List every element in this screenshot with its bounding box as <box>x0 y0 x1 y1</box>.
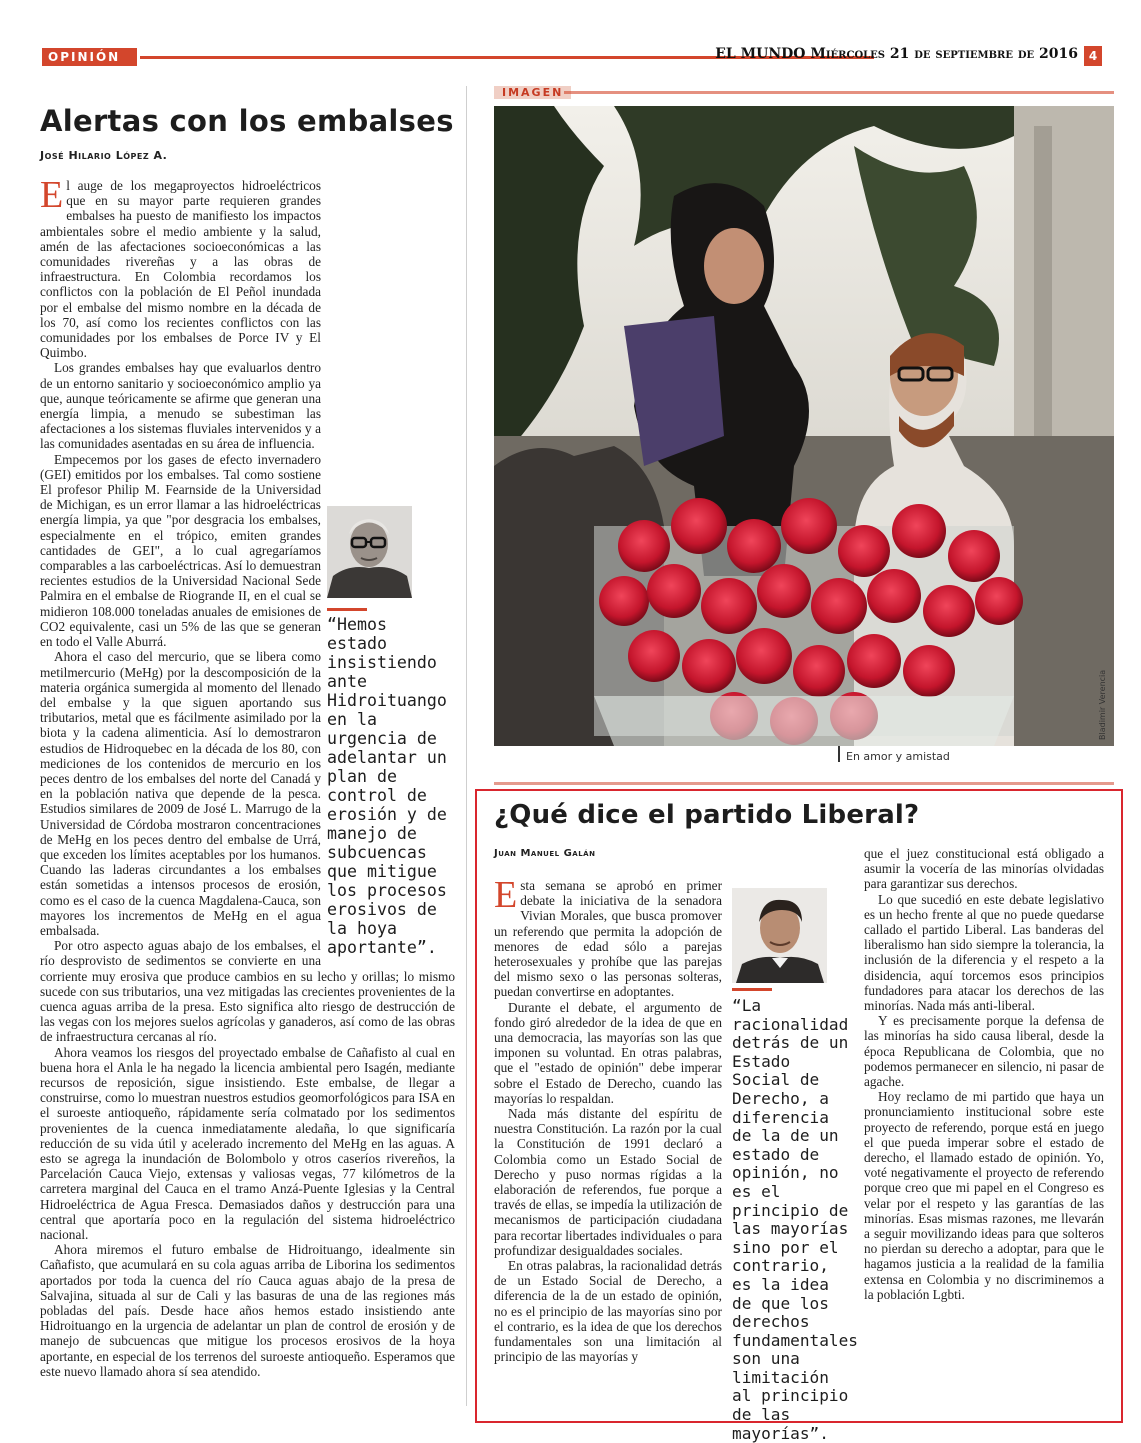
caption-marker <box>838 746 840 762</box>
article1-paragraph: Por otro aspecto aguas abajo de los embalses, el río desprovisto de sedimentos se convierte en una corriente muy erosiva que produce cambios en su lecho y orillas; lo mismo sucede con sus tributarios, una vez mitigadas las crecientes provenientes de la cuenca aguas arriba de la presa. Esto significa alto riesgo de destrucción de las vegas con los mejores suelos agrícolas y ganaderos, así como de las obras de infraestructura cercanas al río. <box>40 938 455 1045</box>
author2-portrait-icon <box>732 888 827 983</box>
article2-paragraph: Lo que sucedió en este debate legislativo es un hecho frente al que no puede quedarse callado el partido Liberal. Las banderas del liberalismo han sido siempre la tolerancia, la inclusión de la diferencia y el respeto a la disidencia, aquí torcemos esos principios fundadores para atacar los derechos de las minorías. Nada más anti-liberal. <box>864 891 1104 1014</box>
article1-paragraph: Ahora veamos los riesgos del proyectado embalse de Cañafisto al cual en buena hora el Anla le ha negado la licencia ambiental pero Isagén, mediante recursos de reposición, sigue insistiendo. Este embalse, de llegar a construirse, como lo muestran nuestros estudios geomorfológicos para ISA en el suroeste antioqueño, rápidamente sería colmatado por los sedimentos provenientes de la cuenca inmediatamente aledaña, lo que significaría reducción de su vida útil y acelerado incremento del MeHg en las aguas. A esto se agrega la inundación de Bolombolo y otros caseríos rivereños, la Parcelación Cauca Viejo, extensas y valiosas vegas, 77 kilómetros de la carretera marginal del Cauca en el tramo Anzá-Puente Iglesias y la Central Hidroeléctrica de Agua Fresca. Demasiados daños y destrucción para una central que aportaría poco en la regulación del sistema hidroeléctrico nacional. <box>40 1044 455 1243</box>
image-section-rule <box>564 91 1114 94</box>
article2-paragraph: En otras palabras, la racionalidad detrás de un Estado Social de Derecho, a diferencia de la de un estado de opinión, no es el principio de las mayorías sino por el contrario, es la idea de que los derechos fundamentales son una limitación al principio de las mayorías y <box>494 1258 722 1365</box>
article2-paragraph: Esta semana se aprobó en primer debate la iniciativa de la senadora Vivian Morales, que busca promover un referendo que permita la adopción de menores de edad sólo a parejas heterosexuales y prohíbe que las parejas del mismo sexo o las personas solteras, puedan convertirse en adoptantes. <box>494 878 722 1000</box>
quote-accent-rule <box>327 608 367 611</box>
feature-photo <box>494 106 1114 746</box>
article2-paragraph: que el juez constitucional está obligado a asumir la vocería de las minorías olvidadas para garantizar sus derechos. <box>864 846 1104 892</box>
article1-paragraph: Los grandes embalses hay que evaluarlos dentro de un entorno sanitario y socioeconómico amplio ya que, aunque teóricamente se afirme que generan una energía limpia, a menudo se subestiman las afectaciones a los sistemas fluviales intervenidos y a las comunidades asentadas en su área de influencia. <box>40 360 321 452</box>
section-separator <box>494 782 1114 785</box>
article2-pullquote: “La racionalidad detrás de un Estado Social de Derecho, a diferencia de la de un estado de opinión, no es el principio de las mayorías sino por el contrario, es la idea de que los derechos fundamentales son una limitación al principio de las mayorías”. <box>732 996 858 1443</box>
photo-credit: Bladimir Verencia <box>1098 669 1107 740</box>
article1-body <box>40 178 455 1410</box>
article1-sidebar <box>327 506 455 958</box>
article1-paragraph: Empecemos por los gases de efecto invernadero (GEI) emitidos por los embalses. Tal como sostiene El profesor Philip M. Fearnside de la Universidad de Michigan, es un error llamar a las hidroeléctricas energía limpia, ya que "por desgracia los embalses, especialmente en el trópico, emiten grandes cantidades de GEI", a lo cual agregaríamos comparables a las carboeléctricas. Así lo demuestran recientes estudios de la Universidad Nacional Sede Palmira en el embalse de Riogrande II, en el cual se midieron 108.000 toneladas anuales de emisiones de CO2 equivalente, casi un 5% de las que se generan en todo el Valle Aburrá. <box>40 451 321 650</box>
article1-paragraph: Ahora el caso del mercurio, que se libera como metilmercurio (MeHg) por la descomposición de la materia orgánica sumergida al momento del llenado del embalse y la que siguen aportando sus tributarios, metal que es fácilmente asimilado por la biota y la cadena alimenticia. Así lo demostraron estudios de Hidroquebec en la década de los 80, con mediciones de los contenidos de mercurio en los peces dentro de los embalses del norte del Canadá y en la población nativa que depende de la pesca. Estudios similares de 2009 de José L. Marrugo de la Universidad de Córdoba mostraron concentraciones de MeHg en los peces dentro del embalse de Urrá, que exceden los límites aceptables por los humanos. Cuando las laderas circundantes a los embalses están sometidas a intensos procesos de erosión, como es el caso de la cuenca Magdalena-Cauca, son mayores los incrementos de MeHg en el agua embalsada. <box>40 649 321 938</box>
masthead <box>715 46 1078 62</box>
article1-pullquote: “Hemos estado insistiendo ante Hidroituango en la urgencia de adelantar un plan de control de erosión y de manejo de subcuencas que mitigue los procesos erosivos de la hoya aportante”. <box>327 615 447 957</box>
article2-column1 <box>494 878 722 1410</box>
article2-author: Juan Manuel Galán <box>494 848 596 859</box>
article1-author: José Hilario López A. <box>40 149 168 162</box>
author-photo <box>327 506 412 598</box>
page-number: 4 <box>1084 46 1102 66</box>
article2-dropcap: E <box>494 878 518 916</box>
article1-title: Alertas con los embalses <box>40 104 454 138</box>
author2-photo <box>732 888 827 983</box>
feature-photo-image <box>494 106 1114 746</box>
article2-quote-block <box>732 988 856 1443</box>
article2-title: ¿Qué dice el partido Liberal? <box>494 800 920 830</box>
page-header <box>42 44 1102 68</box>
quote-accent-rule <box>732 988 772 991</box>
section-tag: OPINIÓN <box>42 48 137 66</box>
article2-paragraph: Nada más distante del espíritu de nuestra Constitución. La razón por la cual la Constitución de 1991 declaró a Colombia como un Estado Social de Derecho y puso normas rígidas a la elaboración de referendos, fue porque a través de ellas, se impedía la utilización de mecanismos de participación ciudadana para recortar libertades individuales o para profundizar desigualdades sociales. <box>494 1106 722 1258</box>
article2-paragraph: Durante el debate, el argumento de fondo giró alrededor de la idea de que en una democracia, las mayorías son las que imponen su voluntad. En otras palabras, que el "estado de opinión" debe imperar sobre el Estado de Derecho, cuando las mayorías lo respaldan. <box>494 999 722 1106</box>
article1-paragraph: Ahora miremos el futuro embalse de Hidroituango, idealmente sin Cañafisto, que acumulará en su cola aguas arriba de Liborina los sedimentos aportados por toda la cuenca del río Cauca aguas abajo de la presa de Salvajina, situada al sur de Cali y las basuras de una de las regiones más pobladas del país. Desde hace años hemos estado insistiendo ante Hidroituango en la urgencia de adelantar un plan de control de erosión y de manejo de subcuencas que mitigue los procesos erosivos de la hoya aportante, en especial de los terrenos del suroeste antioqueño. Esperamos que este nuevo llamado ahora sí sea atendido. <box>40 1242 455 1379</box>
image-section-header <box>494 86 1114 100</box>
newspaper-name: EL MUNDO <box>715 46 806 62</box>
column-divider <box>466 86 467 1406</box>
author-portrait-icon <box>327 506 412 598</box>
issue-date: Miércoles 21 de septiembre de 2016 <box>810 46 1078 62</box>
article1-paragraph: El auge de los megaproyectos hidroeléctricos que en su mayor parte requieren grandes embalses ha puesto de manifiesto los impactos ambientales sobre el medio ambiente y la salud, amén de las afectaciones socioeconómicas a las comunidades rivereñas y a las obras de infraestructura. En Colombia recordamos los conflictos con la población de El Peñol inundada por el embalse del mismo nombre en la década de los 70, así como los recientes conflictos con las comunidades por los embalses de Porce IV y El Quimbo. <box>40 178 321 361</box>
photo-caption: En amor y amistad <box>846 750 950 763</box>
article2-paragraph: Hoy reclamo de mi partido que haya un pronunciamiento institucional sobre este proyecto de referendo, porque está en juego el que pueda imperar sobre el estado de derecho, el llamado estado de opinión. Yo, voté negativamente el proyecto de referendo porque creo que mi papel en el Congreso es velar por el respeto y las garantías de las minorías. Esas mismas razones, me llevarán a seguir movilizando ideas para que solteros no pierdan su derecho a adoptar, para que le hagamos justicia a la realidad de la familia extensa en Colombia y no discriminemos a la población Lgbti. <box>864 1089 1104 1302</box>
article2-paragraph: Y es precisamente porque la defensa de las minorías ha sido causa liberal, desde la época Republicana de Colombia, que no podemos permanecer en silencio, ni pasar de agache. <box>864 1013 1104 1090</box>
article2-column3 <box>864 846 1104 1412</box>
article1-dropcap: E <box>40 178 64 216</box>
image-section-label: IMAGEN <box>494 86 571 99</box>
